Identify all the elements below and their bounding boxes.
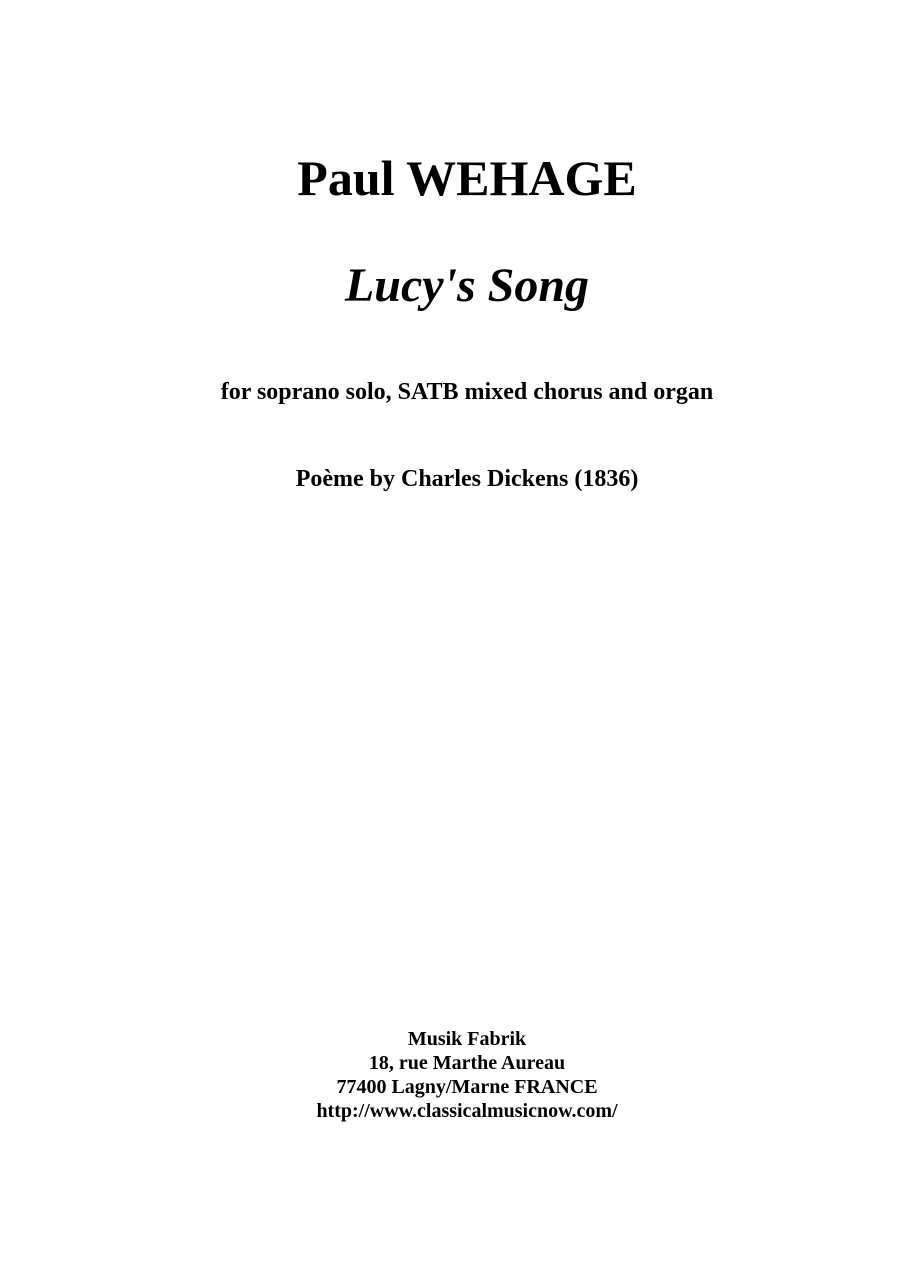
composer-name: Paul WEHAGE [297, 150, 637, 206]
publisher-url: http://www.classicalmusicnow.com/ [316, 1100, 618, 1122]
publisher-address [0, 1027, 900, 1123]
work-title: Lucy's Song [344, 259, 590, 312]
instrumentation: for soprano solo, SATB mixed chorus and organ [220, 379, 714, 405]
publisher-city: 77400 Lagny/Marne FRANCE [336, 1076, 598, 1098]
publisher-name: Musik Fabrik [407, 1028, 527, 1050]
publisher-street: 18, rue Marthe Aureau [368, 1052, 566, 1074]
poem-credit: Poème by Charles Dickens (1836) [295, 466, 639, 492]
